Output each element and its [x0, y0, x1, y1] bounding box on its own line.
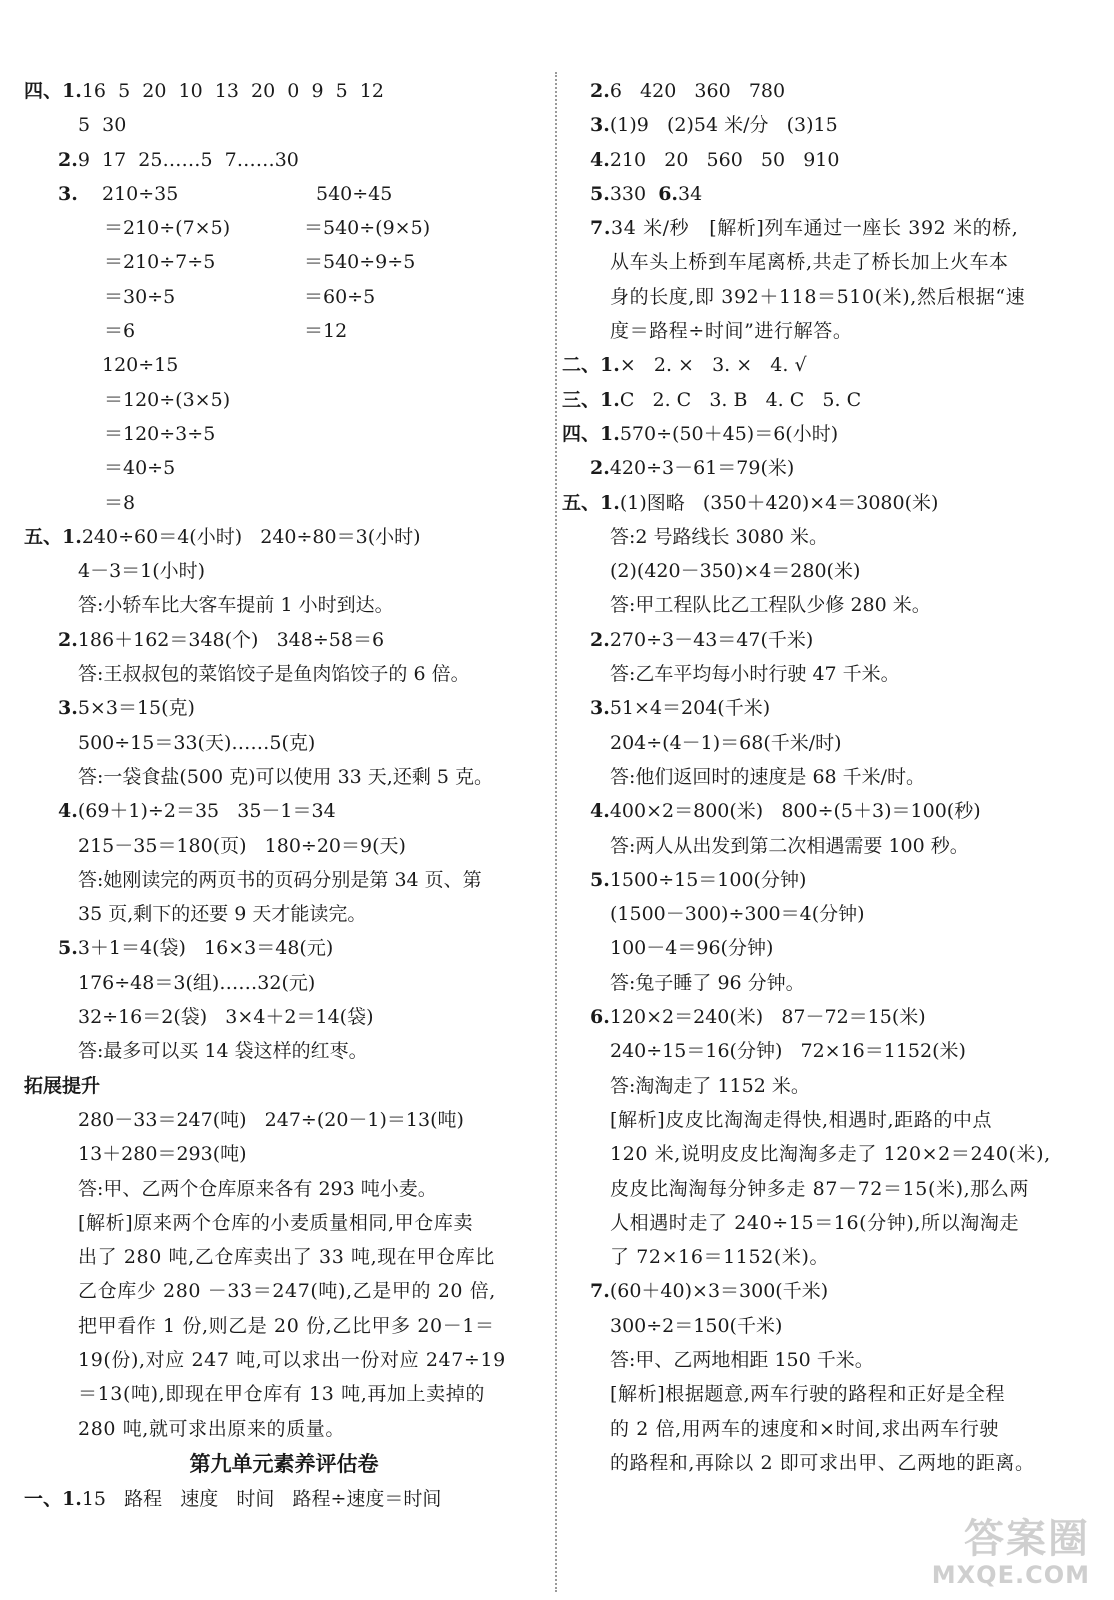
answer-line: 答:一袋食盐(500 克)可以使用 33 天,还剩 5 克。: [78, 765, 493, 788]
analysis-tag: [解析]: [610, 1383, 666, 1406]
answer-line: 答:淘淘走了 1152 米。: [610, 1074, 810, 1097]
answer-line: 答:小轿车比大客车提前 1 小时到达。: [78, 594, 394, 617]
answer-line: 答:乙车平均每小时行驶 47 千米。: [610, 663, 900, 686]
answer-line: 答:2 号路线长 3080 米。: [610, 525, 828, 548]
s4-q2-line: 2.9 17 25……5 7……30: [58, 148, 299, 171]
answer-line: 答:最多可以买 14 袋这样的红枣。: [78, 1040, 368, 1063]
answer-line: 答:她刚读完的两页书的页码分别是第 34 页、第: [78, 868, 482, 891]
analysis-tag: [解析]: [78, 1211, 134, 1234]
calc-block-ab: 3. 210÷35 540÷45 ＝210÷(7×5) ＝540÷(9×5) ＝210÷7÷5 ＝540÷9÷5 ＝30÷5 ＝60÷5 ＝6 ＝12: [58, 182, 431, 343]
analysis-tag: [解析]: [709, 217, 765, 240]
unit-title: 第九单元素养评估卷: [189, 1451, 379, 1476]
u9-q1-line: 一、1.15 路程 速度 时间 路程÷速度＝时间: [24, 1487, 442, 1510]
analysis-paragraph: [解析]根据题意,两车行驶的路程和正好是全程: [610, 1383, 1006, 1406]
watermark-logo: 答案圈 MXQE.COM: [931, 1516, 1090, 1589]
column-divider: [555, 72, 557, 1592]
answer-line: 答:王叔叔包的菜馅饺子是鱼肉馅饺子的 6 倍。: [78, 663, 470, 686]
answer-line: 答:甲工程队比乙工程队少修 280 米。: [610, 594, 931, 617]
answer-line: 答:兔子睡了 96 分钟。: [610, 971, 805, 994]
analysis-paragraph: [解析]皮皮比淘淘走得快,相遇时,距路的中点: [610, 1108, 993, 1131]
calc-block-c: 120÷15 ＝120÷(3×5) ＝120÷3÷5 ＝40÷5 ＝8: [102, 354, 231, 514]
s4-q1-line2: 5 30: [78, 114, 127, 137]
s4-q1-line: 四、1.16 5 20 10 13 20 0 9 5 12: [24, 80, 384, 102]
answer-line: 答:他们返回时的速度是 68 千米/时。: [610, 765, 926, 788]
left-column: 四、1.16 5 20 10 13 20 0 9 5 12 5 30 2.9 17 25……5 7……30 3. 210÷35 540÷45 ＝210÷(7×5) ＝540÷(9×5) ＝210÷7÷5 ＝540÷9÷5 ＝30÷5 ＝60÷5 ＝6 ＝12 120÷15 ＝120÷(3×5) ＝120÷3÷5 ＝40÷5 ＝8 五、1.240÷60＝4(小时) 240÷80＝3(小时) 4－3＝1(小时) 答:小轿车比大客车提前 1 小时到达。 2.186＋162＝348(个) 348÷58＝6 答:王叔叔包的菜馅饺子是鱼肉馅饺子的 6 倍。 3.5×3＝15(克) 500÷15＝33(天)……5(克) 答:一袋食盐(500 克)可以使用 33 天,还剩 5 克。 4.(69＋1)÷2＝35 35－1＝34 215－35＝180(页) 180÷20＝9(天) 答:她刚读完的两页书的页码分别是第 34 页、第 35 页,剩下的还要 9 天才能读完。 5.3＋1＝4(袋) 16×3＝48(元) 176÷48＝3(组)……32(元) 32÷16＝2(袋) 3×4＋2＝14(袋) 答:最多可以买 14 袋这样的红枣。 拓展提升 280－33＝247(吨) 247÷(20－1)＝13(吨) 13＋280＝293(吨) 答:甲、乙两个仓库原来各有 293 吨小麦。 [解析]原来两个仓库的小麦质量相同,甲仓库卖 出了 280 吨,乙仓库卖出了 33 吨,现在甲仓库比 乙仓库少 280 －33＝247(吨),乙是甲的 20 倍, 把甲看作 1 份,则乙是 20 份,乙比甲多 20－1＝ 19(份),对应 247 吨,可以求出一份对应 247÷19 ＝13(吨),即现在甲仓库有 13 吨,再加上卖掉的 280 吨,就可求出原来的质量。 第九单元素养评估卷 一、1.15 路程 速度 时间 路程÷速度＝时间: [24, 74, 544, 1516]
answer-line: 答:甲、乙两个仓库原来各有 293 吨小麦。: [78, 1177, 437, 1200]
answer-line: 答:两人从出发到第二次相遇需要 100 秒。: [610, 834, 969, 857]
s5-q1-line: 五、1.240÷60＝4(小时) 240÷80＝3(小时): [24, 525, 421, 548]
section-heading-extension: 拓展提升: [24, 1074, 101, 1097]
analysis-paragraph: [解析]原来两个仓库的小麦质量相同,甲仓库卖: [78, 1211, 474, 1234]
answer-line: 答:甲、乙两地相距 150 千米。: [610, 1348, 874, 1371]
right-column: 2.6 420 360 780 3.(1)9 (2)54 米/分 (3)15 4.210 20 560 50 910 5.330 6.34 7.34 米/秒 [解析]列车通过一座长 392 米的桥, 从车头上桥到车尾离桥,共走了桥长加上火车本 身的长度,即 392＋118＝510(米),然后根据“速 度＝路程÷时间”进行解答。 二、1.× 2. × 3. × 4. √ 三、1.C 2. C 3. B 4. C 5. C 四、1.570÷(50＋45)＝6(小时) 2.420÷3－61＝79(米) 五、1.(1)图略 (350＋420)×4＝3080(米) 答:2 号路线长 3080 米。 (2)(420－350)×4＝280(米) 答:甲工程队比乙工程队少修 280 米。 2.270÷3－43＝47(千米) 答:乙车平均每小时行驶 47 千米。 3.51×4＝204(千米) 204÷(4－1)＝68(千米/时) 答:他们返回时的速度是 68 千米/时。 4.400×2＝800(米) 800÷(5＋3)＝100(秒) 答:两人从出发到第二次相遇需要 100 秒。 5.1500÷15＝100(分钟) (1500－300)÷300＝4(分钟) 100－4＝96(分钟) 答:兔子睡了 96 分钟。 6.120×2＝240(米) 87－72＝15(米) 240÷15＝16(分钟) 72×16＝1152(米) 答:淘淘走了 1152 米。 [解析]皮皮比淘淘走得快,相遇时,距路的中点 120 米,说明皮皮比淘淘多走了 120×2＝240(米), 皮皮比淘淘每分钟多走 87－72＝15(米),那么两 人相遇时走了 240÷15＝16(分钟),所以淘淘走 了 72×16＝1152(米)。 7.(60＋40)×3＝300(千米) 300÷2＝150(千米) 答:甲、乙两地相距 150 千米。 [解析]根据题意,两车行驶的路程和正好是全程 的 2 倍,用两车的速度和×时间,求出两车行驶 的路程和,再除以 2 即可求出甲、乙两地的距离。: [590, 74, 1090, 1480]
analysis-tag: [解析]: [610, 1108, 666, 1131]
